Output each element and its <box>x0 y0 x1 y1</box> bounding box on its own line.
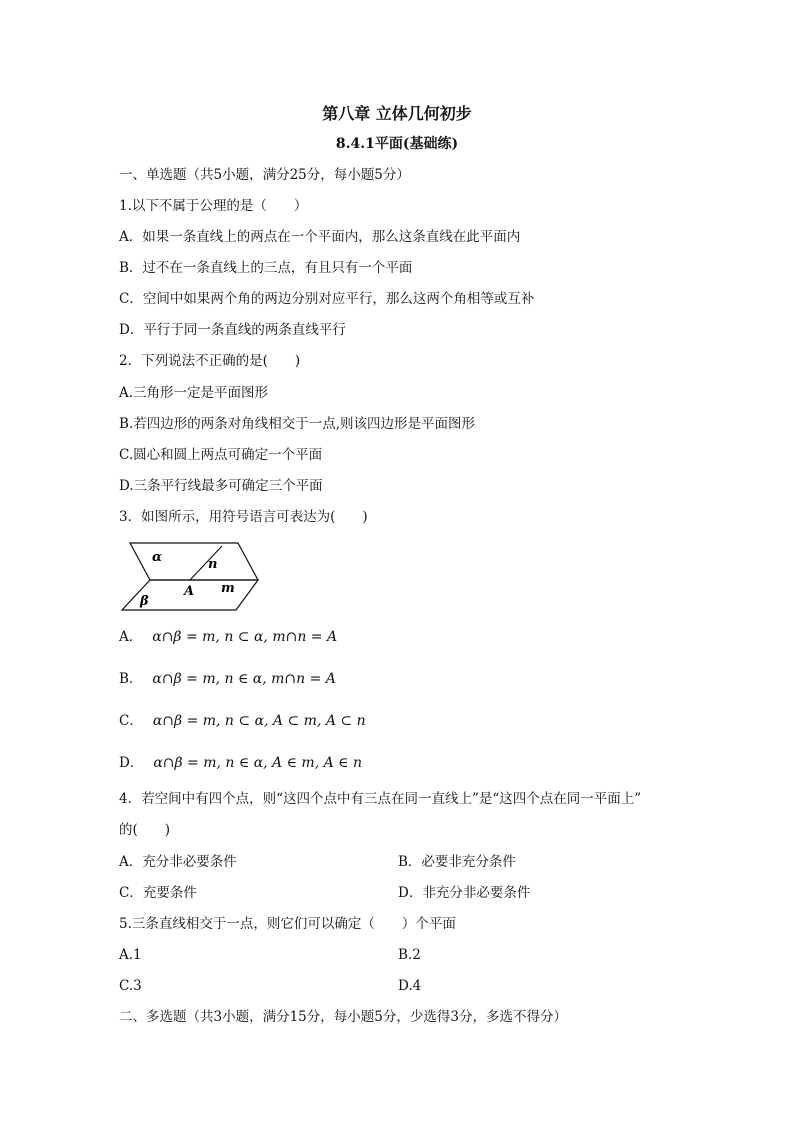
section-heading-multiple-choice: 二、多选题（共3小题，满分15分，每小题5分，少选得3分，多选不得分） <box>119 1009 567 1025</box>
question-1-option-b: B．过不在一条直线上的三点，有且只有一个平面 <box>119 260 413 276</box>
question-4-option-b: B．必要非充分条件 <box>398 854 516 870</box>
question-4-option-c: C．充要条件 <box>119 885 197 901</box>
question-2-option-c: C.圆心和圆上两点可确定一个平面 <box>119 447 323 463</box>
chapter-title: 第八章 立体几何初步 <box>322 104 472 123</box>
question-4-option-a: A．充分非必要条件 <box>119 854 237 870</box>
question-3-option-b <box>119 670 336 688</box>
option-formula: α∩β = m, n ∈ α, A ∈ m, A ∈ n <box>153 755 362 771</box>
question-5-option-c: C.3 <box>119 978 142 994</box>
question-1-option-a: A．如果一条直线上的两点在一个平面内，那么这条直线在此平面内 <box>119 229 521 245</box>
label-point-a: A <box>184 584 195 599</box>
question-4-stem-line-1: 4．若空间中有四个点，则“这四个点中有三点在同一直线上”是“这四个点在同一平面上” <box>119 791 642 807</box>
lesson-subtitle: 8.4.1平面(基础练) <box>335 136 459 152</box>
question-2-option-a: A.三角形一定是平面图形 <box>119 385 269 401</box>
question-2-option-b: B.若四边形的两条对角线相交于一点,则该四边形是平面图形 <box>119 416 476 432</box>
question-1-option-d: D．平行于同一条直线的两条直线平行 <box>119 322 346 338</box>
question-5-option-b: B.2 <box>398 947 421 963</box>
plane-alpha-outline <box>130 543 258 580</box>
question-5-stem: 5.三条直线相交于一点，则它们可以确定（ ）个平面 <box>119 916 456 932</box>
option-label: B． <box>119 671 143 687</box>
option-label: A． <box>119 629 143 645</box>
option-formula: α∩β = m, n ⊂ α, m∩n = A <box>152 629 338 645</box>
question-3-option-a <box>119 628 337 646</box>
label-alpha: α <box>152 550 163 565</box>
question-4-stem-line-2: 的( ) <box>119 822 171 838</box>
label-n: n <box>208 557 218 572</box>
option-label: D． <box>119 755 144 771</box>
option-formula: α∩β = m, n ⊂ α, A ⊂ m, A ⊂ n <box>152 713 366 729</box>
question-1-option-c: C．空间中如果两个角的两边分别对应平行，那么这两个角相等或互补 <box>119 291 535 307</box>
question-2-stem: 2．下列说法不正确的是( ) <box>119 353 301 369</box>
planes-intersection-figure <box>118 538 264 612</box>
label-beta: β <box>140 594 149 609</box>
question-2-option-d: D.三条平行线最多可确定三个平面 <box>119 478 323 494</box>
option-label: C． <box>119 713 143 729</box>
question-3-option-d <box>119 754 362 772</box>
option-formula: α∩β = m, n ∈ α, m∩n = A <box>152 671 336 687</box>
question-1-stem: 1.以下不属于公理的是（ ） <box>119 198 308 214</box>
question-3-option-c <box>119 712 366 730</box>
question-5-option-d: D.4 <box>398 978 422 994</box>
question-5-option-a: A.1 <box>119 947 142 963</box>
section-heading-single-choice: 一、单选题（共5小题，满分25分，每小题5分） <box>119 167 410 183</box>
question-4-option-d: D．非充分非必要条件 <box>398 885 531 901</box>
question-3-stem: 3．如图所示，用符号语言可表达为( ) <box>119 509 368 525</box>
label-m: m <box>221 581 235 596</box>
